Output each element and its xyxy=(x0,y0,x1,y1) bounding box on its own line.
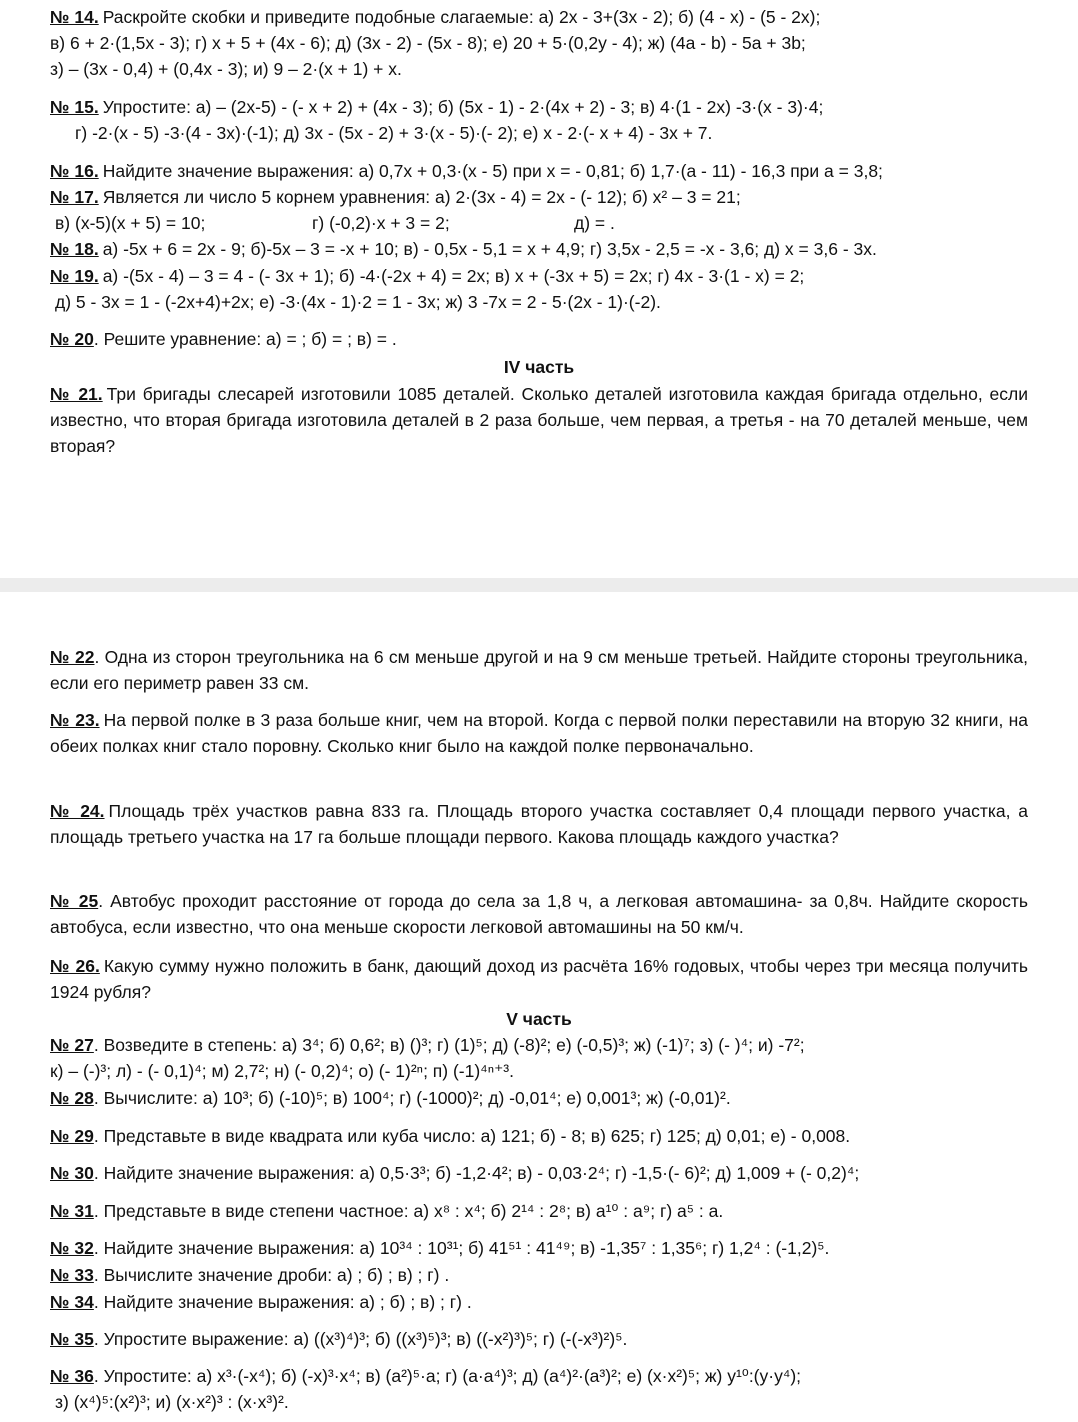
exercise-number: № 26. xyxy=(50,956,100,976)
page-separator xyxy=(0,578,1078,592)
exercise-35 xyxy=(50,1326,1028,1352)
exercise-number: № 30 xyxy=(50,1163,94,1183)
exercise-text: . Представьте в виде квадрата или куба число: а) 121; б) - 8; в) 625; г) 125; д) 0,01; е) - 0,008. xyxy=(93,1126,851,1146)
exercise-33 xyxy=(50,1262,1028,1288)
exercise-21 xyxy=(50,381,1028,459)
exercise-number: № 27 xyxy=(50,1035,94,1055)
exercise-24 xyxy=(50,798,1028,850)
exercise-text: . Автобус проходит расстояние от города до села за 1,8 ч, а легковая автомашина- за 0,8ч. Найдите скорость автобуса, если известно, что она меньше скорости легковой автомашины на 50 км/ч. xyxy=(50,891,1029,937)
exercise-36 xyxy=(50,1363,1028,1415)
exercise-number: № 17. xyxy=(50,187,99,207)
exercise-27 xyxy=(50,1032,1028,1084)
exercise-number: № 15. xyxy=(50,97,99,117)
exercise-25 xyxy=(50,888,1028,940)
exercise-15 xyxy=(50,94,1028,146)
exercise-text: . Вычислите: а) 10³; б) (-10)⁵; в) 100⁴; г) (-1000)²; д) -0,01⁴; е) 0,001³; ж) (-0,01)². xyxy=(93,1088,731,1108)
exercise-text: . Найдите значение выражения: а) 0,5·3³; б) -1,2·4²; в) - 0,03·2⁴; г) -1,5·(- 6)²; д) 1,009 + (- 0,2)⁴; xyxy=(93,1163,860,1183)
exercise-number: № 31 xyxy=(50,1201,94,1221)
worksheet-page-bottom xyxy=(0,592,1078,1422)
exercise-number: № 23. xyxy=(50,710,100,730)
exercise-text: . Одна из сторон треугольника на 6 см меньше другой и на 9 см меньше третьей. Найдите стороны треугольника, если его периметр равен 33 см. xyxy=(50,647,1029,693)
exercise-number: № 33 xyxy=(50,1265,94,1285)
exercise-30 xyxy=(50,1160,1028,1186)
exercise-34 xyxy=(50,1289,1028,1315)
exercise-text: з) – (3x - 0,4) + (0,4x - 3); и) 9 – 2·(x + 1) + x. xyxy=(50,59,402,79)
exercise-text: Найдите значение выражения: а) 0,7x + 0,3·(x - 5) при x = - 0,81; б) 1,7·(a - 11) - 16,3 при a = 3,8; xyxy=(102,161,883,181)
exercise-number: № 24. xyxy=(50,801,105,821)
exercise-29 xyxy=(50,1123,1028,1149)
exercise-text: в) 6 + 2·(1,5x - 3); г) x + 5 + (4x - 6); д) (3x - 2) - (5x - 8); е) 20 + 5·(0,2y - 4); ж) (4a - b) - 5a + 3b; xyxy=(50,33,806,53)
exercise-23 xyxy=(50,707,1028,759)
exercise-32 xyxy=(50,1235,1028,1261)
exercise-text: . Представьте в виде степени частное: а) x⁸ : x⁴; б) 2¹⁴ : 2⁸; в) a¹⁰ : a⁹; г) a⁵ : a. xyxy=(93,1201,724,1221)
exercise-26 xyxy=(50,953,1028,1005)
exercise-text: . Найдите значение выражения: а) 10³⁴ : 10³¹; б) 41⁵¹ : 41⁴⁹; в) -1,35⁷ : 1,35⁶; г) 1,2⁴ : (-1,2)⁵. xyxy=(93,1238,830,1258)
exercise-number: № 29 xyxy=(50,1126,94,1146)
exercise-number: № 34 xyxy=(50,1292,94,1312)
exercise-number: № 28 xyxy=(50,1088,94,1108)
section-heading-part-4: IV часть xyxy=(503,357,575,377)
exercise-text: Является ли число 5 корнем уравнения: а) 2·(3x - 4) = 2x - (- 12); б) x² – 3 = 21; xyxy=(102,187,741,207)
exercise-number: № 18. xyxy=(50,239,99,259)
exercise-19 xyxy=(50,263,1028,315)
exercise-text: Какую сумму нужно положить в банк, дающий доход из расчёта 16% годовых, чтобы через три месяца получить 1924 рубля? xyxy=(50,956,1028,1002)
exercise-text: а) -5x + 6 = 2x - 9; б)-5x – 3 = -x + 10; в) - 0,5x - 5,1 = x + 4,9; г) 3,5x - 2,5 = -x - 3,6; д) x = 3,6 - 3x. xyxy=(102,239,877,259)
exercise-text: д) 5 - 3x = 1 - (-2x+4)+2x; е) -3·(4x - 1)·2 = 1 - 3x; ж) 3 -7x = 2 - 5·(2x - 1)·(-2). xyxy=(55,292,661,312)
exercise-number: № 36 xyxy=(50,1366,94,1386)
exercise-14 xyxy=(50,4,1028,82)
exercise-31 xyxy=(50,1198,1028,1224)
exercise-text: Площадь трёх участков равна 833 га. Площадь второго участка составляет 0,4 площади первого участка, а площадь третьего участка на 17 га больше площади первого. Какова площадь каждого участка? xyxy=(50,801,1028,847)
exercise-text: Три бригады слесарей изготовили 1085 деталей. Сколько деталей изготовила каждая бригада отдельно, если известно, что вторая бригада изготовила деталей в 2 раза больше, чем первая, а третья - на 70 деталей меньше, чем вторая? xyxy=(50,384,1028,456)
exercise-22 xyxy=(50,644,1028,696)
exercise-text: в) (x-5)(x + 5) = 10; xyxy=(55,213,206,233)
exercise-18 xyxy=(50,236,1028,262)
exercise-text: . Упростите: а) x³·(-x⁴); б) (-x)³·x⁴; в) (a²)⁵·a; г) (a·a⁴)³; д) (a⁴)²·(a³)²; е) (x·x²)⁵; ж) y¹⁰:(y·y⁴); xyxy=(93,1366,802,1386)
exercise-text: . Возведите в степень: а) 3⁴; б) 0,6²; в) ()³; г) (1)⁵; д) (-8)²; е) (-0,5)³; ж) (-1)⁷; з) (- )⁴; и) -7²; xyxy=(93,1035,805,1055)
exercise-text: з) (x⁴)⁵:(x²)³; и) (x·x²)³ : (x·x³)². xyxy=(55,1392,289,1412)
exercise-text: Упростите: а) – (2x-5) - (- x + 2) + (4x - 3); б) (5x - 1) - 2·(4x + 2) - 3; в) 4·(1 - 2x) -3·(x - 3)·4; xyxy=(102,97,824,117)
exercise-number: № 16. xyxy=(50,161,99,181)
exercise-20 xyxy=(50,326,1028,352)
exercise-text: . Решите уравнение: а) = ; б) = ; в) = . xyxy=(93,329,397,349)
exercise-text: . Упростите выражение: а) ((x³)⁴)³; б) ((x³)⁵)³; в) ((-x²)³)⁵; г) (-(-x³)²)⁵. xyxy=(93,1329,628,1349)
exercise-number: № 19. xyxy=(50,266,99,286)
exercise-text: . Найдите значение выражения: а) ; б) ; в) ; г) . xyxy=(93,1292,472,1312)
exercise-number: № 20 xyxy=(50,329,94,349)
exercise-16 xyxy=(50,158,1028,184)
exercise-text: д) = . xyxy=(574,213,615,233)
exercise-number: № 22 xyxy=(50,647,95,667)
exercise-text: . Вычислите значение дроби: а) ; б) ; в) ; г) . xyxy=(93,1265,450,1285)
exercise-number: № 32 xyxy=(50,1238,94,1258)
worksheet-page-top xyxy=(0,0,1078,578)
exercise-17 xyxy=(50,184,1028,236)
exercise-number: № 25 xyxy=(50,891,99,911)
exercise-text: г) -2·(x - 5) -3·(4 - 3x)·(-1); д) 3x - (5x - 2) + 3·(x - 5)·(- 2); е) x - 2·(- x + 4) - 3x + 7. xyxy=(75,123,713,143)
exercise-number: № 21. xyxy=(50,384,103,404)
exercise-28 xyxy=(50,1085,1028,1111)
exercise-number: № 14. xyxy=(50,7,99,27)
section-heading-part-5: V часть xyxy=(506,1009,572,1029)
exercise-text: г) (-0,2)·x + 3 = 2; xyxy=(312,213,450,233)
exercise-text: а) -(5x - 4) – 3 = 4 - (- 3x + 1); б) -4·(-2x + 4) = 2x; в) x + (-3x + 5) = 2x; г) 4x - 3·(1 - x) = 2; xyxy=(102,266,805,286)
exercise-text: На первой полке в 3 раза больше книг, чем на второй. Когда с первой полки переставили на вторую 32 книги, на обеих полках книг стало поровну. Сколько книг было на каждой полке первоначально. xyxy=(50,710,1028,756)
exercise-text: к) – (-)³; л) - (- 0,1)⁴; м) 2,7²; н) (- 0,2)⁴; о) (- 1)²ⁿ; п) (-1)⁴ⁿ⁺³. xyxy=(50,1061,514,1081)
exercise-text: Раскройте скобки и приведите подобные слагаемые: а) 2x - 3+(3x - 2); б) (4 - x) - (5 - 2x); xyxy=(102,7,821,27)
exercise-number: № 35 xyxy=(50,1329,94,1349)
